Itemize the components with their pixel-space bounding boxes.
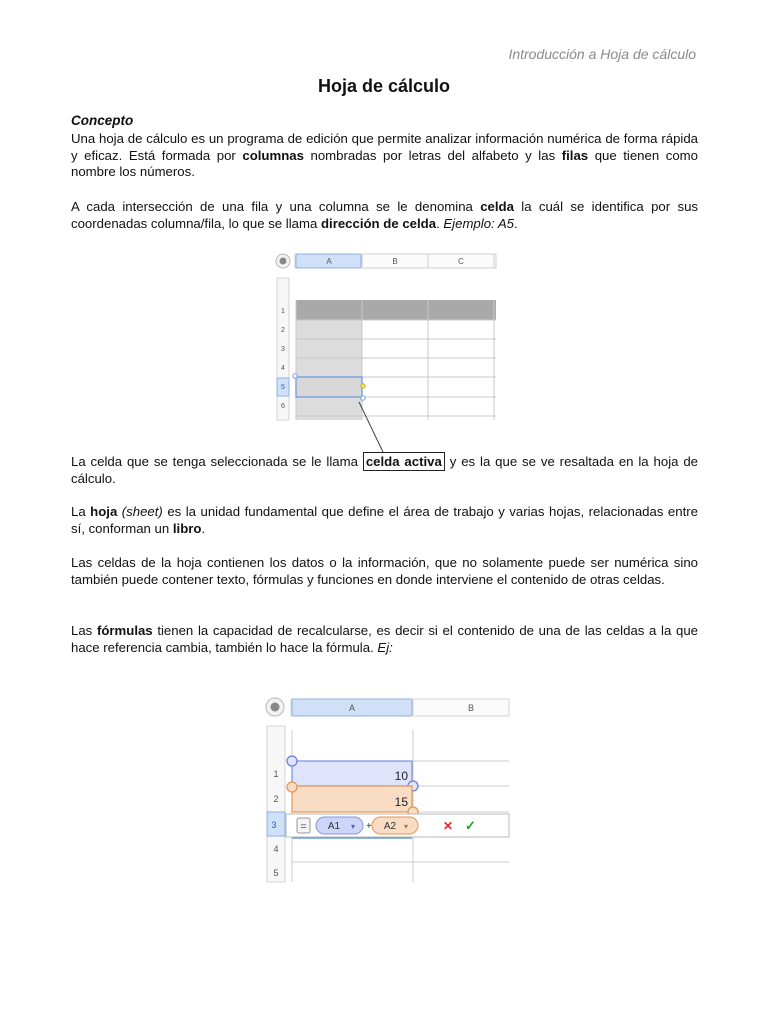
cell-a2-value: 15 xyxy=(394,795,408,809)
paragraph-cell: A cada intersección de una fila y una columna se le denomina celda la cuál se identifica por sus coordenadas columna/fila, lo que se llama dirección de celda. Ejemplo: A5. xyxy=(71,199,698,231)
section-heading: Concepto xyxy=(71,113,134,128)
row-header-label: 4 xyxy=(273,844,279,854)
paragraph-active-cell: La celda que se tenga seleccionada se le llama celda activa y es la que se ve resaltada en la hoja de cálculo. xyxy=(71,454,699,486)
row-header-label: 2 xyxy=(281,327,285,334)
token-dropdown-icon: ▾ xyxy=(351,822,356,831)
page-title: Hoja de cálculo xyxy=(317,76,451,96)
column-header-label: B xyxy=(392,257,398,266)
formula-equals: = xyxy=(300,821,307,833)
cancel-icon[interactable]: ✕ xyxy=(443,819,454,833)
row-header-label: 3 xyxy=(271,820,277,830)
column-header-label: B xyxy=(467,703,475,713)
formula-token-a1-label: A1 xyxy=(327,821,341,832)
column-header-label: A xyxy=(348,703,356,713)
running-header: Introducción a Hoja de cálculo xyxy=(508,46,696,62)
row-header-label: 5 xyxy=(281,384,285,391)
confirm-icon[interactable]: ✓ xyxy=(465,818,476,833)
active-cell-callout: celda activa xyxy=(363,452,445,471)
paragraph-concept: Una hoja de cálculo es un programa de edición que permite analizar información numérica de forma rápida y eficaz. Está formada por columnas nombradas por letras del alfabeto y las filas que tienen como nombre los números. xyxy=(71,131,699,179)
row-header-label: 6 xyxy=(281,403,285,410)
row-header-label: 5 xyxy=(273,868,279,878)
column-header-label: C xyxy=(458,257,464,266)
column-header-label: A xyxy=(326,257,332,266)
row-header-label: 1 xyxy=(281,308,285,315)
formula-token-a2-label: A2 xyxy=(383,821,397,832)
paragraph-sheet: La hoja (sheet) es la unidad fundamental que define el área de trabajo y varias hojas, relacionadas entre sí, conforman un libro. xyxy=(71,504,698,536)
formula-operator: + xyxy=(366,821,372,832)
row-header-label: 3 xyxy=(281,346,285,353)
row-header-label: 2 xyxy=(273,794,279,804)
paragraph-formulas: Las fórmulas tienen la capacidad de recalcularse, es decir si el contenido de una de las celdas a la que hace referencia cambia, también lo hace la fórmula. Ej: xyxy=(71,623,699,655)
cell-a1-value: 10 xyxy=(394,769,408,783)
row-header-label: 4 xyxy=(281,365,285,372)
paragraph-cells: Las celdas de la hoja contienen los datos o la información, que no solamente puede ser numérica sino también puede contener texto, fórmulas y funciones en donde interviene el contenido de otras celdas. xyxy=(71,555,698,587)
token-dropdown-icon: ▾ xyxy=(404,822,409,831)
row-header-label: 1 xyxy=(273,769,279,779)
